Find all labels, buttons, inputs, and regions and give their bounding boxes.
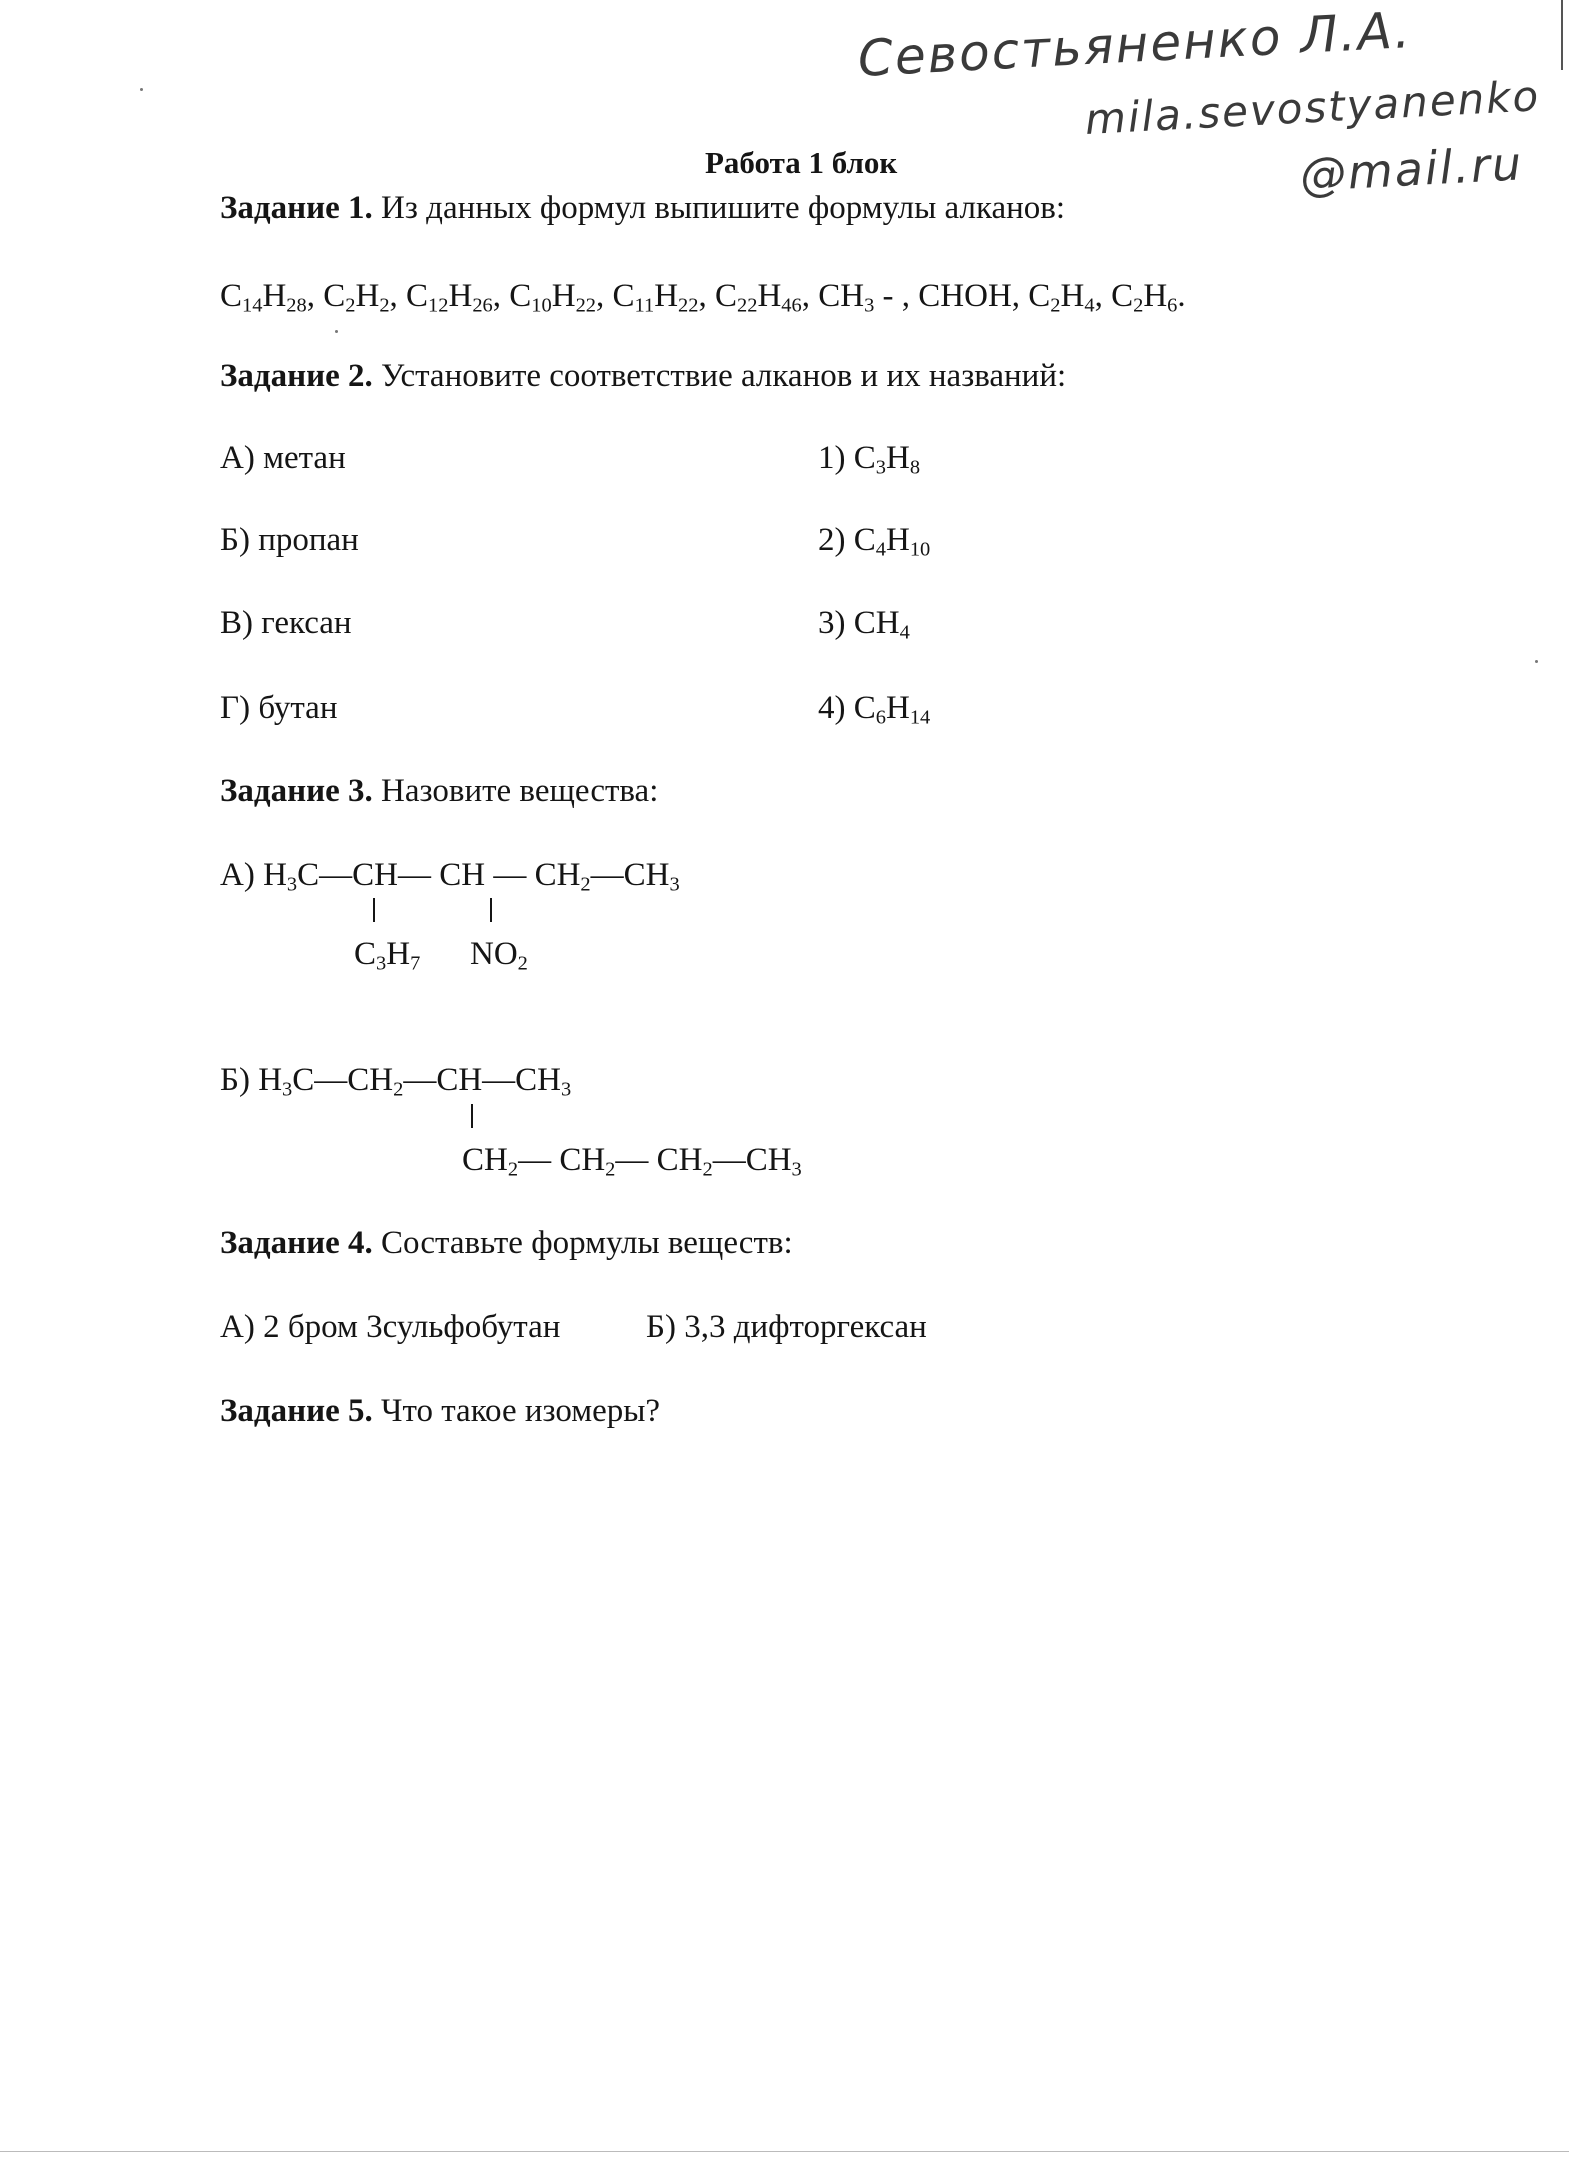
task4-item-b: Б) 3,3 дифторгексан [646, 1309, 927, 1345]
task2-heading [220, 358, 1066, 395]
task2-text: Установите соответствие алканов и их названий: [381, 358, 1067, 394]
task3-a-formula: А) $H_3C—CH—$ CH — $CH_2—CH_3$ [220, 857, 680, 896]
handwritten-email-line1: mila.sevostyanenko [1083, 71, 1542, 144]
task3-b-branch: $CH_2—$ $CH_2—$ $CH_2—CH_3$ [462, 1142, 802, 1181]
task2-formula-3: 3) $CH_4$ [818, 605, 910, 644]
task4-heading [220, 1225, 793, 1262]
task3-heading [220, 773, 658, 810]
page-title: Работа 1 блок [705, 145, 898, 180]
page-edge [1561, 0, 1563, 70]
bond-line [373, 898, 375, 922]
task1-heading [220, 190, 1065, 227]
task5-text: Что такое изомеры? [381, 1393, 661, 1429]
task2-name-propane: Б) пропан [220, 522, 359, 558]
scan-speck [140, 88, 143, 91]
handwritten-email-line2: @mail.ru [1298, 136, 1525, 202]
page-edge-bottom [0, 2151, 1569, 2152]
handwritten-name: Севостьяненко Л.А. [856, 1, 1414, 88]
task3-a-branch-nitro: $NO_2$ [470, 936, 528, 975]
task4-text: Составьте формулы веществ: [381, 1225, 793, 1261]
task5-label: Задание 5. [220, 1393, 373, 1429]
task4-item-a: А) 2 бром 3сульфобутан [220, 1309, 561, 1345]
task1-formulas [220, 278, 1186, 315]
bond-line [490, 898, 492, 922]
task2-formula-4: 4) $C_6H_{14}$ [818, 690, 931, 729]
bond-line [471, 1104, 473, 1128]
task2-name-hexane: В) гексан [220, 605, 352, 641]
scan-speck [1535, 660, 1538, 663]
task3-text: Назовите вещества: [381, 773, 659, 809]
task3-a-branch-propyl: $C_3H_7$ [354, 936, 421, 975]
task1-label: Задание 1. [220, 190, 373, 226]
task2-name-methane: А) метан [220, 440, 346, 476]
task2-name-butane: Г) бутан [220, 690, 338, 726]
task3-b-formula: Б) $H_3C—CH_2—CH—CH_3$ [220, 1062, 572, 1101]
task1-text: Из данных формул выпишите формулы алканов: [381, 190, 1066, 226]
task4-label: Задание 4. [220, 1225, 373, 1261]
task2-formula-1: 1) $C_3H_8$ [818, 440, 921, 479]
task5-heading [220, 1393, 660, 1430]
task1-formula-list: $C_{14}H_{28}$, $C_2H_2$, $C_{12}H_{26}$, $C_{10}H_{22}$, $C_{11}H_{22}$, $C_{22}H_{46}$, $CH_3$ - , CHOH, $C_2H_4$, $C_2H_6$. [220, 278, 1186, 317]
task3-label: Задание 3. [220, 773, 373, 809]
scan-speck [335, 330, 338, 333]
task2-label: Задание 2. [220, 358, 373, 394]
task2-formula-2: 2) $C_4H_{10}$ [818, 522, 931, 561]
